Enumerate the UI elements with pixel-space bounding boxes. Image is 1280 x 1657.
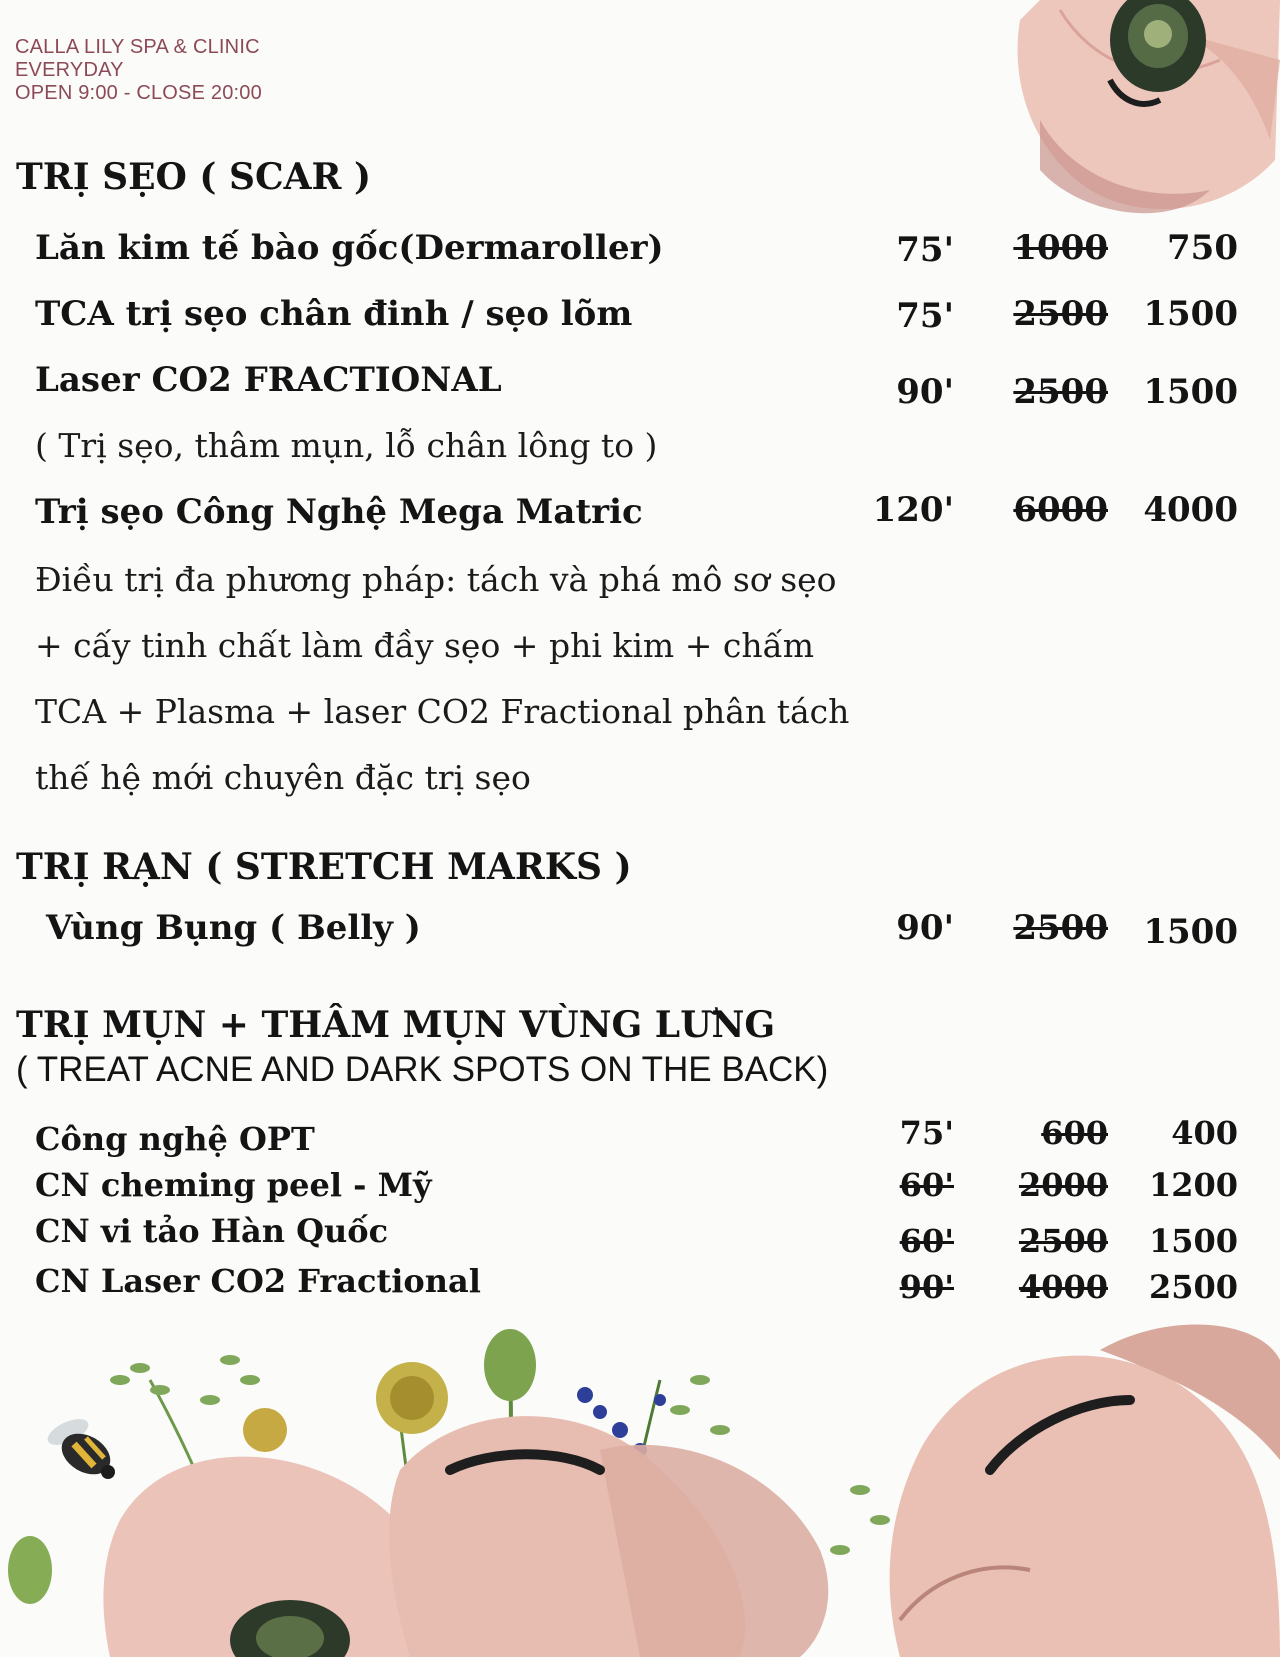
old-price: 2500 <box>1013 294 1108 334</box>
spa-header <box>15 36 262 105</box>
new-price: 2500 <box>1148 1268 1238 1306</box>
service-description-line: thế hệ mới chuyên đặc trị sẹo <box>35 758 531 797</box>
old-price: 600 <box>1041 1114 1108 1152</box>
old-price: 2500 <box>1013 908 1108 948</box>
service-duration: 90' <box>896 372 954 412</box>
old-price: 6000 <box>1013 490 1108 530</box>
service-description-line: Điều trị đa phương pháp: tách và phá mô sơ sẹo <box>35 560 837 599</box>
old-price: 1000 <box>1013 228 1108 268</box>
service-name: Vùng Bụng ( Belly ) <box>46 908 421 948</box>
service-description-line: + cấy tinh chất làm đầy sẹo + phi kim + chấm <box>35 626 815 665</box>
service-duration: 60' <box>899 1222 954 1260</box>
service-duration: 75' <box>896 296 954 336</box>
service-name: Công nghệ OPT <box>35 1120 315 1158</box>
section-title-stretch-marks: TRỊ RẠN ( STRETCH MARKS ) <box>16 846 632 888</box>
opening-hours: OPEN 9:00 - CLOSE 20:00 <box>15 82 262 104</box>
new-price: 1200 <box>1148 1166 1238 1204</box>
service-name: Laser CO2 FRACTIONAL <box>35 360 502 400</box>
old-price: 2500 <box>1018 1222 1108 1260</box>
service-name: CN cheming peel - Mỹ <box>35 1166 432 1204</box>
old-price: 2000 <box>1018 1166 1108 1204</box>
service-name: CN vi tảo Hàn Quốc <box>35 1212 389 1250</box>
service-duration: 90' <box>896 908 954 948</box>
section-subtitle-back-acne: ( TREAT ACNE AND DARK SPOTS ON THE BACK) <box>16 1050 829 1089</box>
new-price: 750 <box>1167 228 1238 268</box>
bee-icon <box>38 1414 128 1484</box>
service-description-line: TCA + Plasma + laser CO2 Fractional phân tách <box>35 692 850 731</box>
poppy-flower-top-right-icon <box>1000 0 1280 230</box>
service-name: Lăn kim tế bào gốc(Dermaroller) <box>35 228 664 268</box>
new-price: 1500 <box>1143 912 1238 952</box>
new-price: 1500 <box>1148 1222 1238 1260</box>
section-title-back-acne: TRỊ MỤN + THÂM MỤN VÙNG LƯNG <box>16 1004 776 1046</box>
service-note: ( Trị sẹo, thâm mụn, lỗ chân lông to ) <box>35 426 658 465</box>
service-duration: 90' <box>899 1268 954 1306</box>
service-name: TCA trị sẹo chân đinh / sẹo lõm <box>35 294 633 334</box>
old-price: 4000 <box>1018 1268 1108 1306</box>
new-price: 1500 <box>1143 294 1238 334</box>
service-name: Trị sẹo Công Nghệ Mega Matric <box>35 492 643 532</box>
service-duration: 60' <box>899 1166 954 1204</box>
service-duration: 120' <box>872 490 954 530</box>
spa-name: CALLA LILY SPA & CLINIC <box>15 36 260 58</box>
bouquet-bottom-icon <box>0 1320 1280 1657</box>
old-price: 2500 <box>1013 372 1108 412</box>
service-name: CN Laser CO2 Fractional <box>35 1262 481 1300</box>
new-price: 1500 <box>1143 372 1238 412</box>
section-title-scar: TRỊ SẸO ( SCAR ) <box>16 156 372 198</box>
service-duration: 75' <box>899 1114 954 1152</box>
new-price: 400 <box>1171 1114 1238 1152</box>
new-price: 4000 <box>1143 490 1238 530</box>
open-days: EVERYDAY <box>15 59 124 81</box>
service-duration: 75' <box>896 230 954 270</box>
